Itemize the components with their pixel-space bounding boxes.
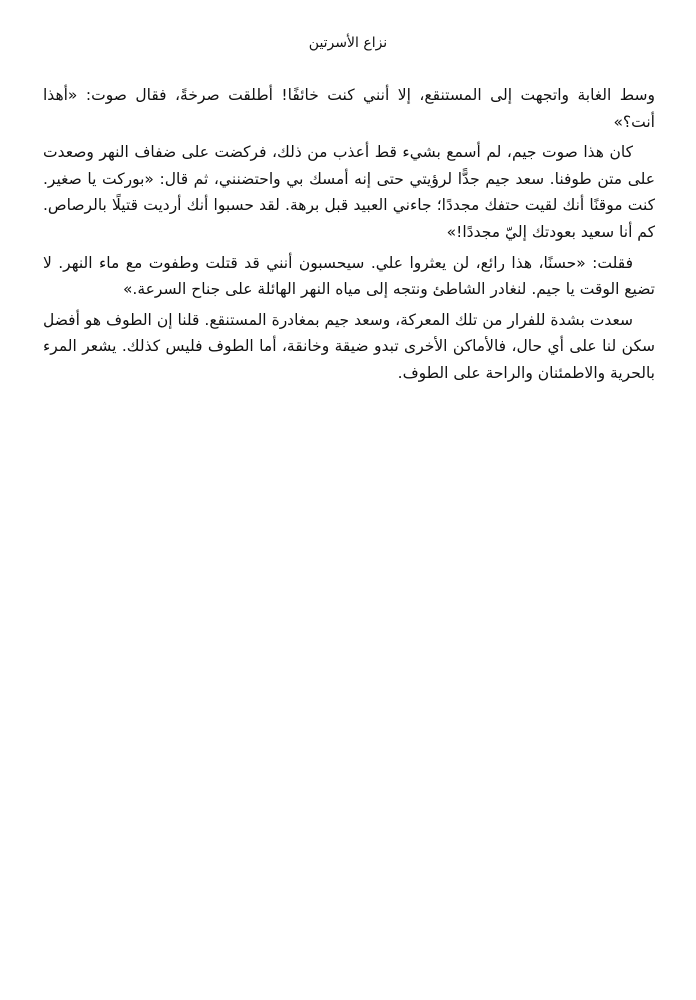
body-text (43, 82, 655, 391)
paragraph-1: وسط الغابة واتجهت إلى المستنقع، إلا أنني كنت خائفًا! أطلقت صرخةً، فقال صوت: «أهذا أنت؟» (43, 86, 655, 131)
paragraph-4: سعدت بشدة للفرار من تلك المعركة، وسعد جيم بمغادرة المستنقع. قلنا إن الطوف هو أفضل سكن لنا على أي حال، فالأماكن الأخرى تبدو ضيقة وخانقة، أما الطوف فليس كذلك. يشعر المرء بالحرية والاطمئنان والراحة على الطوف. (43, 310, 655, 382)
paragraph-2: كان هذا صوت جيم، لم أسمع بشيء قط أعذب من ذلك، فركضت على ضفاف النهر وصعدت على متن طوفنا. سعد جيم جدًّا لرؤيتي حتى إنه أمسك بي واحتضنني، ثم قال: «بوركت يا صغير. كنت موقنًا أنك لقيت حتفك مجددًا؛ جاءني العبيد قبل برهة. لقد حسبوا أنك أرديت قتيلًا بالرصاص. كم أنا سعيد بعودتك إليّ مجددًا!» (43, 143, 655, 241)
running-head-title: نزاع الأسرتين (308, 35, 388, 51)
paragraph-3: فقلت: «حسنًا، هذا رائع، لن يعثروا علي. سيحسبون أنني قد قتلت وطفوت مع ماء النهر. لا تضيع الوقت يا جيم. لنغادر الشاطئ ونتجه إلى مياه النهر الهائلة على جناح السرعة.» (43, 253, 655, 299)
